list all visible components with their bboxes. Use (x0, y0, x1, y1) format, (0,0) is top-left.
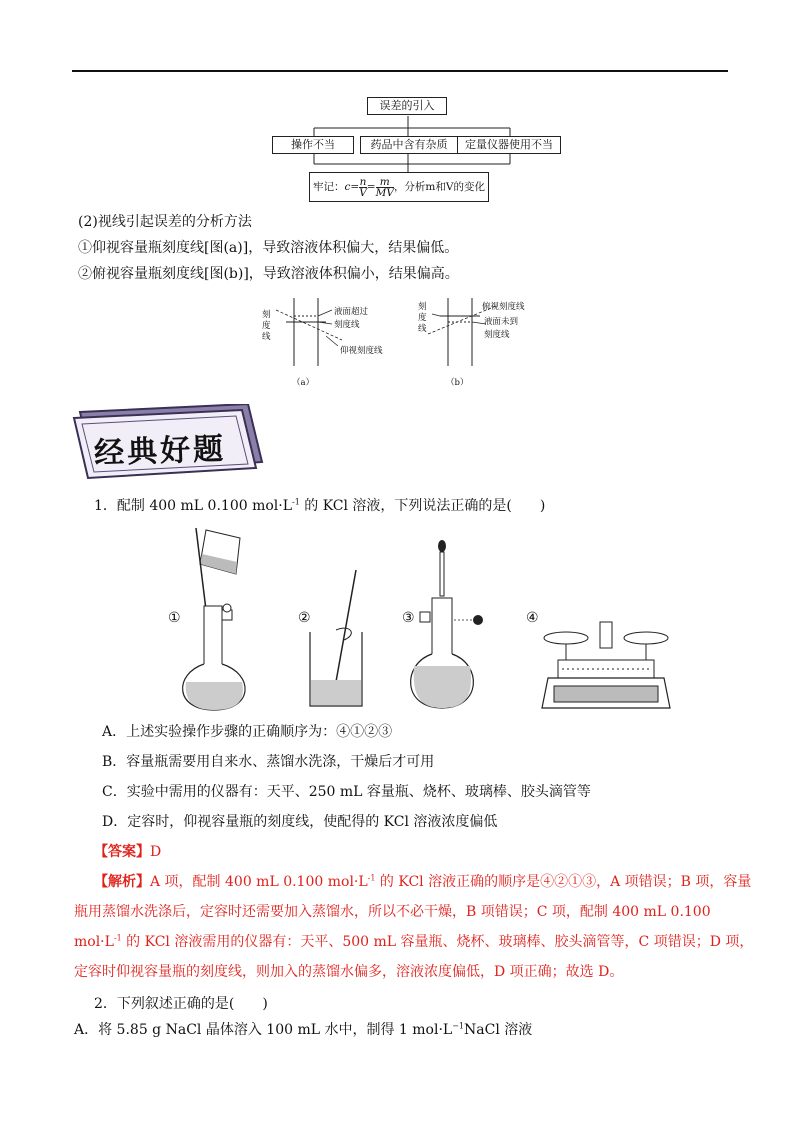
q1-stem-sup: -1 (292, 497, 300, 507)
flowchart-top-box: 误差的引入 (367, 97, 447, 115)
figure-b-scale-char: 刻 (418, 302, 427, 312)
figure-a-scale-char: 刻 (262, 310, 271, 320)
q2-option-a-text-2: NaCl 溶液 (464, 1022, 533, 1038)
volumetric-flask-transfer-icon (180, 524, 270, 712)
flowchart-branch-instrument: 定量仪器使用不当 (457, 136, 561, 154)
q1-fig-label-3: ③ (402, 610, 415, 626)
figure-a-label-3: 仰视刻度线 (340, 346, 383, 356)
header-rule (72, 70, 728, 72)
volumetric-flask-dropper-icon (408, 536, 498, 712)
flowchart-branch-impurity: 药品中含有杂质 (360, 136, 458, 154)
formula-prefix: 牢记： (313, 181, 345, 193)
figure-b-scale-char: 线 (418, 324, 427, 334)
figure-b-caption: （b） (446, 378, 469, 388)
formula-c: c= (344, 181, 360, 193)
balance-scale-icon (540, 620, 672, 712)
q2-stem: 2．下列叙述正确的是( ) (94, 996, 268, 1012)
q1-option-d: D．定容时，仰视容量瓶的刻度线，使配得的 KCl 溶液浓度偏低 (102, 814, 498, 830)
q2-option-a-sup: −1 (452, 1021, 465, 1031)
analysis-sup: -1 (113, 933, 122, 943)
analysis-text: A 项，配制 400 mL 0.100 mol·L (150, 874, 368, 890)
q1-option-c: C．实验中需用的仪器有：天平、250 mL 容量瓶、烧杯、玻璃棒、胶头滴管等 (102, 784, 591, 800)
banner-title: 经典好题 (93, 431, 227, 472)
analysis-text: 的 KCl 溶液需用的仪器有：天平、500 mL 容量瓶、烧杯、玻璃棒、胶头滴管等，C 项错误；D 项， (121, 934, 754, 950)
analysis-text: 的 KCl 溶液正确的顺序是④②①③，A 项错误；B 项，容量 (375, 874, 752, 890)
answer-label: 【答案】 (94, 844, 150, 860)
formula-n: n (359, 175, 367, 188)
figure-a-scale-char: 线 (262, 332, 271, 342)
q2-option-a-text: A．将 5.85 g NaCl 晶体溶入 100 mL 水中，制得 1 mol·L (74, 1022, 453, 1038)
section2-line1: ①仰视容量瓶刻度线[图(a)]，导致溶液体积偏大，结果偏低。 (78, 240, 459, 256)
beaker-stirring-icon (306, 566, 366, 712)
figure-b-scale-label (418, 302, 428, 335)
q1-answer (94, 842, 161, 862)
flowchart-formula-box (309, 172, 489, 202)
q2-option-a (74, 1020, 532, 1040)
figure-a-scale-label (262, 310, 272, 343)
q1-analysis-line3 (74, 932, 753, 952)
q1-stem-text-2: 的 KCl 溶液，下列说法正确的是( ) (299, 498, 546, 514)
figure-b-label-1: 俯视刻度线 (482, 302, 525, 312)
figure-a-label-1: 液面超过 (334, 307, 369, 317)
formula-mv: MV (375, 186, 394, 199)
figure-a-label-2: 刻度线 (334, 320, 360, 330)
answer-value: D (150, 844, 162, 860)
q1-fig-label-1: ① (168, 610, 181, 626)
section2-line2: ②俯视容量瓶刻度线[图(b)]，导致溶液体积偏小，结果偏高。 (78, 266, 459, 282)
q1-option-b: B．容量瓶需要用自来水、蒸馏水洗涤，干燥后才可用 (102, 754, 435, 770)
q1-option-a: A．上述实验操作步骤的正确顺序为：④①②③ (102, 724, 393, 740)
analysis-sup: -1 (367, 873, 376, 883)
figure-b-label-2: 液面未到 (484, 317, 519, 327)
analysis-label: 【解析】 (94, 874, 150, 890)
q1-stem (94, 496, 545, 516)
formula-m: m (376, 177, 394, 188)
analysis-text: mol·L (74, 934, 114, 950)
flowchart-branch-operation: 操作不当 (272, 136, 354, 154)
formula-suffix: ，分析m和V的变化 (393, 181, 485, 193)
figure-a-scale-char: 度 (262, 321, 271, 331)
q1-fig-label-2: ② (298, 610, 311, 626)
q1-analysis-line4: 定容时仰视容量瓶的刻度线，则加入的蒸馏水偏多，溶液浓度偏低，D 项正确；故选 D。 (74, 964, 624, 980)
formula-v: V (359, 186, 367, 199)
q1-fig-label-4: ④ (526, 610, 539, 626)
q1-analysis-line2: 瓶用蒸馏水洗涤后，定容时还需要加入蒸馏水，所以不必干燥，B 项错误；C 项，配制 400 mL 0.100 (74, 904, 711, 920)
formula-eq: = (366, 181, 376, 193)
figure-b-scale-char: 度 (418, 313, 427, 323)
figure-a-drawing (256, 294, 396, 374)
q1-stem-text: 1．配制 400 mL 0.100 mol·L (94, 498, 293, 514)
section2-heading: (2)视线引起误差的分析方法 (78, 214, 252, 230)
figure-a-caption: （a） (292, 378, 315, 388)
figure-b-label-3: 刻度线 (484, 330, 510, 340)
q1-analysis-line1 (94, 872, 751, 892)
